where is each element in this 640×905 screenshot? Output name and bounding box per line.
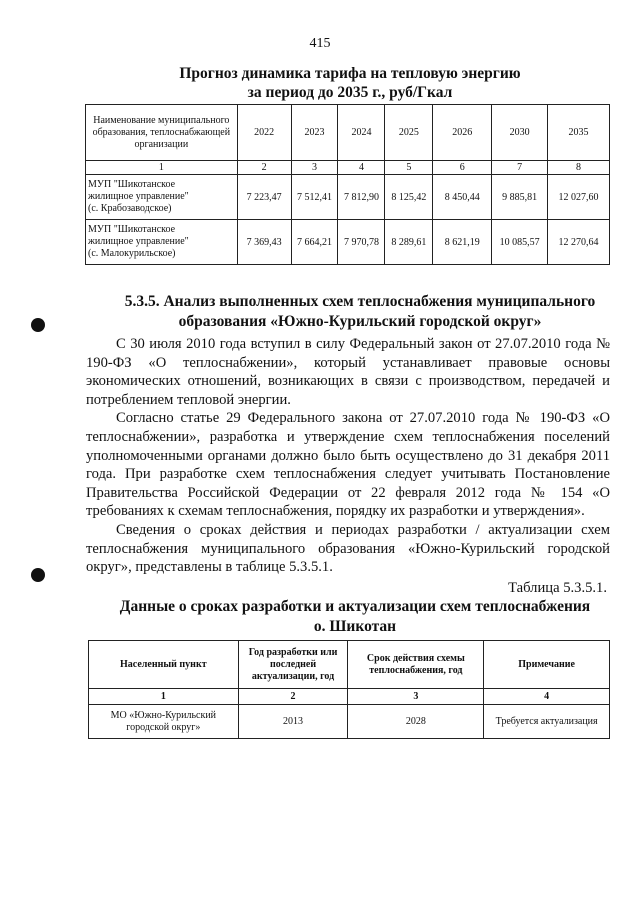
tariff-value: 9 885,81: [492, 175, 548, 220]
tariff-colnum-row: [86, 161, 610, 175]
tariff-col-number: 7: [492, 161, 548, 175]
tariff-header-year: 2024: [338, 105, 385, 161]
tariff-value: 7 970,78: [338, 220, 385, 265]
tariff-title: [90, 64, 610, 102]
tariff-header-year: 2030: [492, 105, 548, 161]
tariff-col-number: 8: [548, 161, 610, 175]
tariff-row-org: [86, 220, 238, 265]
schemes-colnum-row: [89, 689, 610, 705]
schemes-col-number: 1: [89, 689, 239, 705]
tariff-value: 7 512,41: [291, 175, 338, 220]
schemes-term: 2028: [348, 705, 484, 739]
tariff-value: 8 621,19: [433, 220, 492, 265]
org-line: жилищное управление": [88, 236, 189, 247]
org-line: (с. Малокурильское): [88, 248, 176, 259]
punch-hole-dot: [31, 568, 45, 582]
paragraph: Сведения о сроках действия и периодах разработки / актуализации схем теплоснабжения муниципального образования «Южно-Курильский городской округ», представлены в таблице 5.3.5.1.: [86, 521, 610, 576]
tariff-value: 7 223,47: [237, 175, 291, 220]
schemes-col-number: 3: [348, 689, 484, 705]
schemes-col-number: 2: [238, 689, 348, 705]
tariff-header-year: 2035: [548, 105, 610, 161]
tariff-col-number: 5: [385, 161, 433, 175]
schemes-header-note: Примечание: [484, 641, 610, 689]
org-line: МУП "Шикотанское: [88, 224, 176, 235]
schemes-year: 2013: [238, 705, 348, 739]
page-number: 415: [309, 36, 331, 51]
tariff-value: 12 027,60: [548, 175, 610, 220]
schemes-col-number: 4: [484, 689, 610, 705]
tariff-value: 7 664,21: [291, 220, 338, 265]
schemes-note: Требуется актуализация: [484, 705, 610, 739]
tariff-value: 7 369,43: [237, 220, 291, 265]
schemes-header-term: Срок действия схемы теплоснабжения, год: [348, 641, 484, 689]
schemes-title-line: о. Шикотан: [313, 618, 397, 635]
tariff-value: 10 085,57: [492, 220, 548, 265]
tariff-value: 8 450,44: [433, 175, 492, 220]
schemes-header-row: [89, 641, 610, 689]
section-heading-line: образования «Южно-Курильский городской округ»: [178, 313, 542, 330]
tariff-col-number: 6: [433, 161, 492, 175]
schemes-table: [88, 640, 610, 739]
section-heading: [110, 292, 610, 332]
tariff-header-row: [86, 105, 610, 161]
schemes-header-place: Населенный пункт: [89, 641, 239, 689]
tariff-col-number: 4: [338, 161, 385, 175]
section-heading-line: 5.3.5. Анализ выполненных схем теплоснабжения муниципального: [124, 293, 596, 310]
tariff-title-line: Прогноз динамика тарифа на тепловую энергию: [179, 65, 521, 82]
section-body: [86, 335, 610, 577]
tariff-row: [86, 175, 610, 220]
tariff-header-year: 2025: [385, 105, 433, 161]
tariff-value: 8 125,42: [385, 175, 433, 220]
paragraph: Согласно статье 29 Федерального закона от 27.07.2010 года № 190-ФЗ «О теплоснабжении», разработка и утверждение схем теплоснабжения поселений уполномоченными органами должно было быть осуществлено до 31 декабря 2011 года. При разработке схем теплоснабжения следует учитывать Постановление Правительства Российской Федерации от 22 февраля 2012 года № 154 «О требованиях к схемам теплоснабжения, порядку их разработки и утверждения».: [86, 410, 610, 520]
tariff-row: [86, 220, 610, 265]
schemes-header-year: Год разработки или последней актуализации, год: [238, 641, 348, 689]
schemes-row: [89, 705, 610, 739]
schemes-title-line: Данные о сроках разработки и актуализации схем теплоснабжения: [119, 598, 591, 615]
tariff-table: [85, 104, 610, 265]
punch-hole-dot: [31, 318, 45, 332]
schemes-title: [95, 597, 615, 637]
tariff-value: 8 289,61: [385, 220, 433, 265]
tariff-value: 7 812,90: [338, 175, 385, 220]
tariff-header-org: Наименование муниципального образования, теплоснабжающей организации: [86, 105, 238, 161]
tariff-value: 12 270,64: [548, 220, 610, 265]
org-line: (с. Крабозаводское): [88, 203, 172, 214]
tariff-header-year: 2023: [291, 105, 338, 161]
tariff-col-number: 2: [237, 161, 291, 175]
org-line: МУП "Шикотанское: [88, 179, 176, 190]
tariff-title-line: за период до 2035 г., руб/Гкал: [247, 84, 453, 101]
paragraph: С 30 июля 2010 года вступил в силу Федеральный закон от 27.07.2010 года № 190-ФЗ «О теплоснабжении», который устанавливает правовые основы экономических отношений, возникающих в связи с производством, передачей и потреблением тепловой энергии.: [86, 336, 610, 408]
tariff-header-year: 2026: [433, 105, 492, 161]
table-caption: Таблица 5.3.5.1.: [508, 580, 607, 596]
org-line: жилищное управление": [88, 191, 189, 202]
tariff-row-org: [86, 175, 238, 220]
tariff-header-year: 2022: [237, 105, 291, 161]
tariff-col-number: 3: [291, 161, 338, 175]
tariff-col-number: 1: [86, 161, 238, 175]
schemes-place: МО «Южно-Курильский городской округ»: [89, 705, 239, 739]
